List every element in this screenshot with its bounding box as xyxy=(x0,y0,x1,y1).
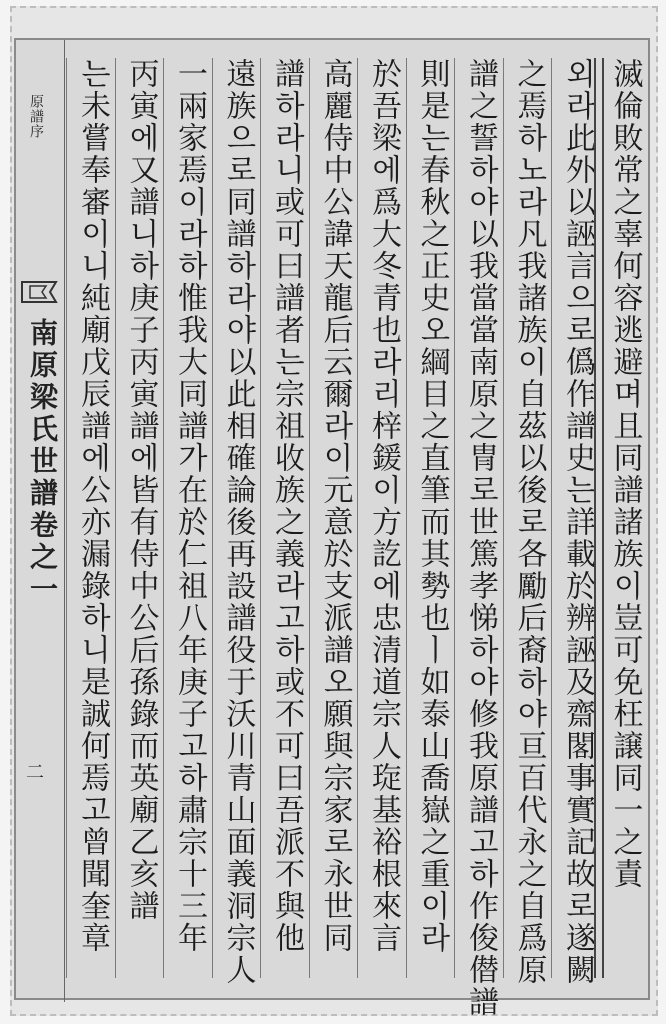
text-column xyxy=(260,58,310,978)
column-text: 遠族으로同譜하라야以此相確論後再設譜役于沃川青山面義洞宗人 xyxy=(220,58,256,986)
column-text: 외라此外以誣言으로僞作譜史는詳載於辨誣及齋閣事實記故로遂闕 xyxy=(560,58,595,986)
fishtail-ornament-icon xyxy=(20,280,58,304)
book-title: 南原梁氏世譜卷之一 xyxy=(26,318,59,606)
text-column xyxy=(454,58,504,1018)
text-column xyxy=(212,58,262,986)
double-rule xyxy=(594,58,604,978)
fold-margin xyxy=(16,40,65,1002)
column-text: 之焉하노라凡我諸族이自茲以後로各勵后裔하야亘百代永之自爲原 xyxy=(511,58,547,986)
text-column xyxy=(406,58,456,978)
column-text: 則是는春秋之正史오綱目之直筆而其勢也ㅣ如泰山喬嶽之重이라 xyxy=(414,58,450,954)
column-text: 於吾梁에爲大冬青也라리梓鍰이方訖에忠清道宗人琁基裕根來言 xyxy=(366,58,401,954)
text-column xyxy=(66,58,116,978)
column-text: 는未嘗奉審이니純廟戊辰譜에公亦漏錄하니是誠何焉고曾聞奎章 xyxy=(75,58,110,954)
fold-label: 原譜序 xyxy=(28,94,44,139)
column-text: 譜之誓하야以我當當南原之冑로世篤孝悌하야修我原譜고하作俊僣譜 xyxy=(463,58,498,1018)
text-column xyxy=(115,58,165,978)
text-column xyxy=(163,58,213,978)
column-text: 一兩家焉이라하惟我大同譜가在於仁祖八年庚子고하肅宗十三年 xyxy=(172,58,207,954)
text-body xyxy=(64,58,648,1018)
book-page xyxy=(14,38,650,1018)
text-column xyxy=(600,58,649,978)
text-column xyxy=(309,58,359,978)
column-text: 滅倫敗常之辜何容逃避며且同譜諸族이豈可免枉譲同一之責 xyxy=(607,58,643,890)
page-number: 二 xyxy=(26,762,44,783)
text-column xyxy=(357,58,407,978)
text-column xyxy=(503,58,553,986)
column-text: 高麗侍中公諱天龍后云爾라이元意於支派譜오願與宗家로永世同 xyxy=(317,58,353,954)
column-text: 丙寅에又譜니하庚子丙寅譜에皆有侍中公后孫錄而英廟乙亥譜 xyxy=(123,58,159,922)
column-text: 譜하라니或可曰譜者는宗祖收族之義라고하或不可曰吾派不與他 xyxy=(269,58,304,954)
